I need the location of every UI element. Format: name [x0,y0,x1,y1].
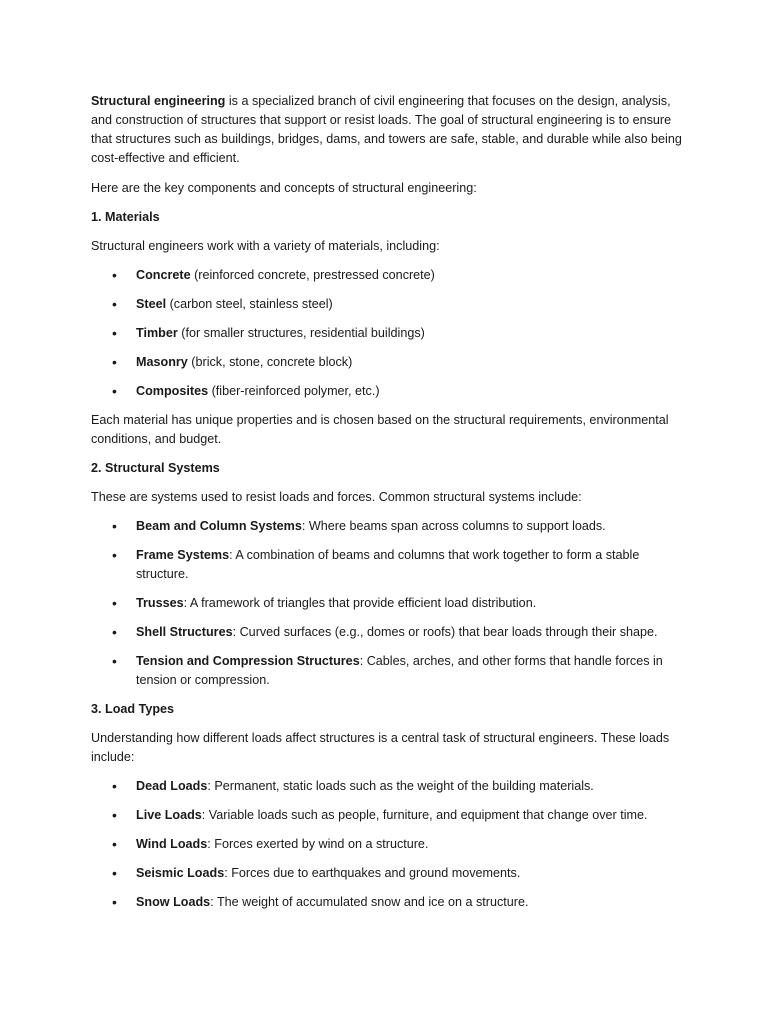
load-types-list [91,777,686,912]
list-item [91,594,686,613]
section-intro-structural-systems: These are systems used to resist loads and forces. Common structural systems include: [91,490,582,504]
structural-systems-list [91,517,686,690]
list-item-text: : Forces due to earthquakes and ground movements. [224,866,521,880]
list-item [91,652,686,690]
list-item-term: Snow Loads [136,895,211,909]
list-item-term: Steel [136,297,167,311]
list-item-text: : Curved surfaces (e.g., domes or roofs) that bear loads through their shape. [232,625,658,639]
list-item [91,382,686,401]
list-item-text: : Where beams span across columns to support loads. [301,519,606,533]
list-item [91,893,686,912]
materials-list [91,266,686,401]
list-item-term: Timber [136,326,178,340]
section-intro-load-types: Understanding how different loads affect structures is a central task of structural engineers. These loads include: [91,731,670,764]
list-item [91,806,686,825]
list-item-term: Tension and Compression Structures [136,654,360,668]
section-heading-structural-systems: 2. Structural Systems [91,461,220,475]
list-item [91,777,686,796]
list-item-text: : Permanent, static loads such as the weight of the building materials. [207,779,594,793]
list-item-text: : A combination of beams and columns that work together to form a stable structure. [136,548,640,581]
list-item-term: Frame Systems [136,548,230,562]
list-item-term: Wind Loads [136,837,208,851]
intro-paragraph [91,92,686,168]
list-item-text: : A framework of triangles that provide efficient load distribution. [183,596,537,610]
list-item [91,353,686,372]
section-outro-materials: Each material has unique properties and is chosen based on the structural requirements, environmental conditions, and budget. [91,413,669,446]
list-item-term: Seismic Loads [136,866,225,880]
list-item [91,324,686,343]
list-item-term: Trusses [136,596,184,610]
section-heading-load-types: 3. Load Types [91,702,175,716]
section-heading-materials: 1. Materials [91,210,160,224]
list-item [91,295,686,314]
list-item-term: Concrete [136,268,191,282]
list-item [91,266,686,285]
list-item-term: Masonry [136,355,188,369]
list-item-text: (carbon steel, stainless steel) [166,297,333,311]
list-item-text: (brick, stone, concrete block) [187,355,353,369]
section-intro-materials: Structural engineers work with a variety of materials, including: [91,239,440,253]
intro-text: is a specialized branch of civil engineering that focuses on the design, analysis, and construction of structures that support or resist loads. The goal of structural engineering is to ensure that structures such as buildings, bridges, dams, and towers are safe, stable, and durable while also being cost-effective and efficient. [91,94,682,165]
list-item-text: (reinforced concrete, prestressed concrete) [190,268,435,282]
list-item-text: (fiber-reinforced polymer, etc.) [208,384,380,398]
list-item-term: Dead Loads [136,779,208,793]
list-item-text: (for smaller structures, residential buildings) [177,326,425,340]
lead-paragraph: Here are the key components and concepts of structural engineering: [91,181,477,195]
list-item-text: : Variable loads such as people, furniture, and equipment that change over time. [201,808,648,822]
list-item [91,835,686,854]
list-item [91,623,686,642]
intro-term: Structural engineering [91,94,226,108]
list-item-term: Shell Structures [136,625,233,639]
list-item-text: : Cables, arches, and other forms that handle forces in tension or compression. [136,654,663,687]
list-item-term: Beam and Column Systems [136,519,302,533]
list-item [91,864,686,883]
list-item-term: Live Loads [136,808,202,822]
document-page [91,92,686,922]
list-item [91,517,686,536]
list-item-text: : The weight of accumulated snow and ice on a structure. [210,895,529,909]
list-item-text: : Forces exerted by wind on a structure. [207,837,429,851]
list-item-term: Composites [136,384,209,398]
list-item [91,546,686,584]
